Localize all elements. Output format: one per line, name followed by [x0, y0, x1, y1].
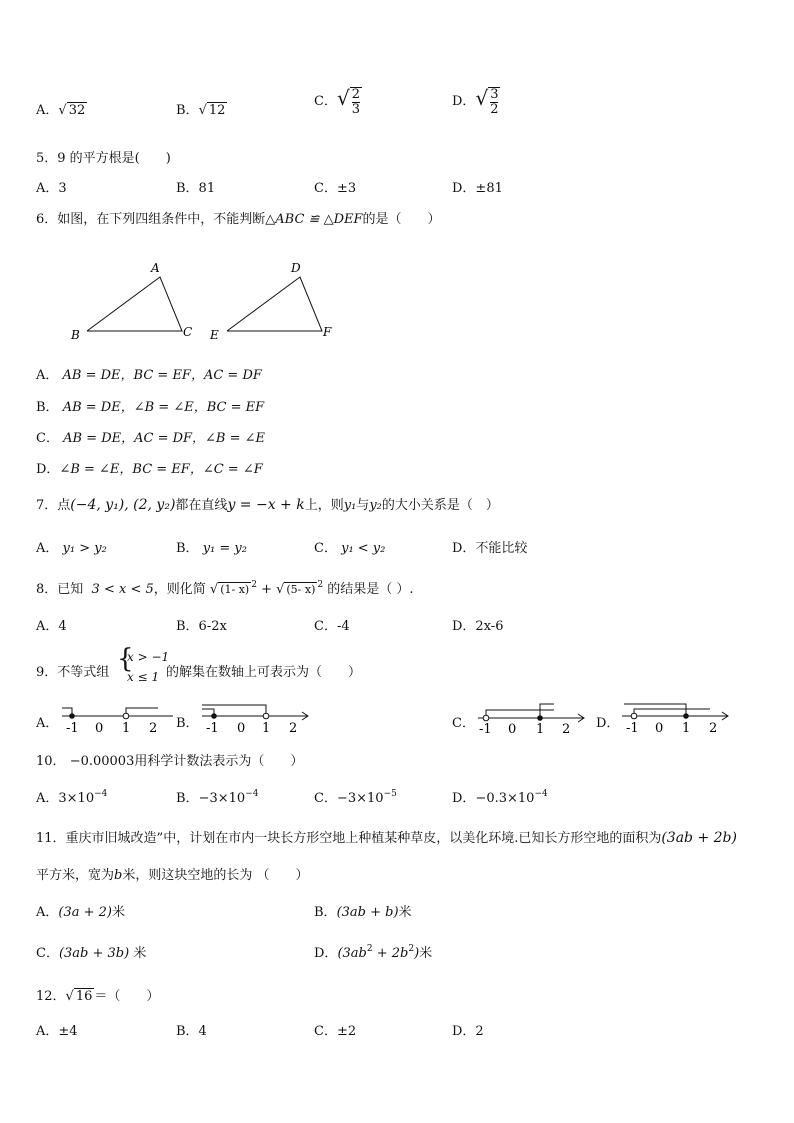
q8-option-a: A．4 [36, 619, 67, 634]
q5-option-c: C．±3 [314, 181, 357, 196]
q9-option-c-number-line [474, 700, 594, 740]
q9-option-d-label: D． [596, 716, 620, 731]
tick-label: 0 [237, 721, 246, 736]
tick-label: -1 [479, 722, 492, 737]
vertex-label-e: E [210, 328, 219, 342]
q12-option-b: B．4 [176, 1024, 207, 1039]
q6-option-c: C． AB = DE，AC = DF，∠B = ∠E [36, 431, 266, 446]
tick-label: 2 [709, 721, 718, 736]
q11-stem-line2: 平方米，宽为b米，则这块空地的长为 （ ） [36, 868, 309, 883]
q7-stem: 7．点(−4, y₁), (2, y₂)都在直线y = −x + k上，则y₁与y₂的大小关系是（ ） [36, 497, 499, 513]
q7-option-c: C． y₁ < y₂ [314, 541, 386, 556]
q5-option-a: A．3 [36, 181, 67, 196]
triangle-def [227, 277, 322, 331]
q8-stem: 8．已知 3 < x < 5，则化简 √ (1- x) $^2$ + √ (5- x) $^2$ 的结果是（ ）. [36, 580, 414, 597]
q8-option-c: C．-4 [314, 619, 350, 634]
tick-label: -1 [66, 721, 79, 736]
q4-option-b: B．√ 12 [176, 103, 226, 118]
q6-stem: 6．如图，在下列四组条件中，不能判断△ABC ≌ △DEF的是（ ） [36, 212, 441, 227]
vertex-label-b: B [71, 328, 80, 342]
tick-label: 2 [149, 721, 158, 736]
triangle-abc [87, 277, 182, 331]
q9-option-b-number-line [198, 700, 318, 740]
q8-option-d: D．2x-6 [452, 619, 504, 634]
tick-label: 2 [289, 721, 298, 736]
q10-stem: 10． −0.00003用科学计数法表示为（ ） [36, 754, 304, 769]
q11-option-a: A．(3a + 2)米 [36, 905, 125, 920]
tick-label: 1 [262, 721, 271, 736]
q6-option-d: D．∠B = ∠E，BC = EF，∠C = ∠F [36, 462, 263, 477]
q10-option-a: A．$3\times 10^{-4}$ [36, 789, 108, 806]
q9-inequality-system: { x > −1 x ≤ 1 [117, 644, 170, 684]
q12-stem: 12．√ 16 ＝（ ） [36, 989, 160, 1004]
q4-option-d: D．√ $\frac{3}{2}$ [452, 86, 499, 117]
vertex-label-a: A [151, 261, 160, 275]
vertex-label-c: C [183, 325, 193, 339]
q11-stem-line1: 11．重庆市旧城改造”中，计划在市内一块长方形空地上种植某种草皮，以美化环境.已知长方形空地的面积为(3ab + 2b) [36, 830, 737, 846]
q10-option-d: D．$-0.3\times 10^{-4}$ [452, 789, 548, 806]
tick-label: 1 [682, 721, 691, 736]
q10-option-c: C．$-3\times 10^{-5}$ [314, 789, 397, 806]
q7-option-a: A． y₁ > y₂ [36, 541, 107, 556]
tick-label: 0 [655, 721, 664, 736]
q9-stem-suffix: 的解集在数轴上可表示为（ ） [166, 665, 362, 680]
q5-option-d: D．±81 [452, 181, 503, 196]
tick-label: 0 [508, 722, 517, 737]
vertex-label-d: D [291, 261, 301, 275]
q7-option-d: D．不能比较 [452, 541, 528, 556]
q9-option-c-label: C． [452, 716, 475, 731]
q12-option-a: A．±4 [36, 1024, 78, 1039]
tick-label: -1 [206, 721, 219, 736]
tick-label: -1 [626, 721, 639, 736]
q10-option-b: B．$-3\times 10^{-4}$ [176, 789, 259, 806]
tick-label: 1 [122, 721, 131, 736]
q5-stem: 5．9 的平方根是( ) [36, 151, 171, 166]
tick-label: 2 [562, 722, 571, 737]
q11-option-b: B．(3ab + b)米 [314, 905, 412, 920]
tick-label: 1 [536, 722, 545, 737]
q9-option-a-number-line [58, 700, 178, 740]
q7-option-b: B． y₁ = y₂ [176, 541, 247, 556]
q6-triangles-figure [60, 255, 350, 345]
q12-option-d: D．2 [452, 1024, 484, 1039]
q11-option-c: C．(3ab + 3b) 米 [36, 946, 147, 961]
q6-option-b: B． AB = DE，∠B = ∠E，BC = EF [36, 400, 265, 415]
q6-option-a: A． AB = DE，BC = EF，AC = DF [36, 368, 262, 383]
q11-option-d: D．$(3ab^2 + 2b^2)$米 [314, 944, 433, 961]
vertex-label-f: F [323, 325, 332, 339]
q9-option-a-label: A． [36, 716, 59, 731]
tick-label: 0 [95, 721, 104, 736]
q5-option-b: B．81 [176, 181, 216, 196]
q4-option-c: C．√ $\frac{2}{3}$ [314, 86, 360, 117]
q12-option-c: C．±2 [314, 1024, 357, 1039]
q8-option-b: B．6-2x [176, 619, 227, 634]
q9-option-d-number-line [618, 700, 738, 740]
q9-stem-prefix: 9．不等式组 [36, 665, 110, 680]
q4-option-a: A．√ 32 [36, 103, 86, 118]
q9-option-b-label: B． [176, 716, 199, 731]
